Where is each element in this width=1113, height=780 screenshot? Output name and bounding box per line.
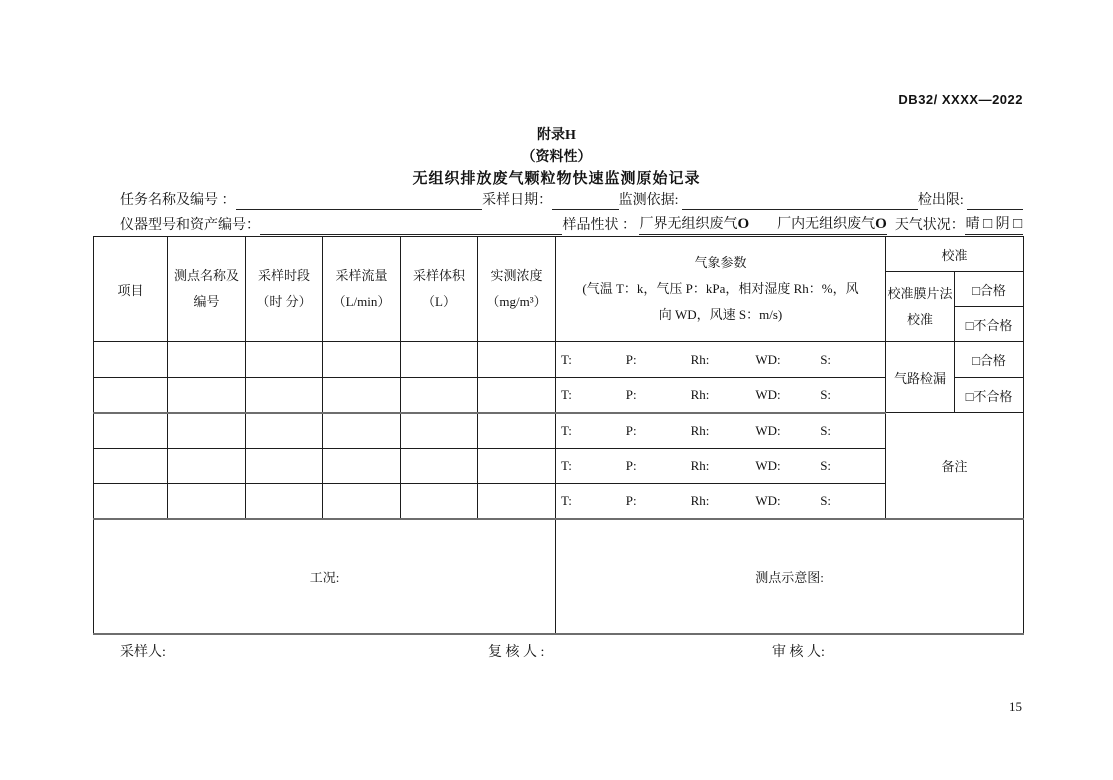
weather-field [965, 215, 1023, 235]
data-cell[interactable] [401, 449, 478, 484]
met-t-label: T: [561, 458, 572, 473]
monitoring-basis-label: 监测依据: [618, 193, 682, 208]
weather-sunny-label: 晴 [965, 217, 984, 232]
met-params-title: 气象参数 [694, 255, 747, 270]
sample-state-label: 样品性状 ： [562, 218, 640, 233]
form-line-1 [120, 190, 1023, 210]
data-cell[interactable] [168, 484, 246, 519]
met-s-label: S: [820, 492, 832, 508]
header-point [168, 237, 246, 342]
header-item: 项目 [94, 237, 168, 342]
boundary-gas-option-label: 厂界无组织废气 [639, 217, 738, 232]
data-cell[interactable] [401, 378, 478, 413]
met-params-cell[interactable] [556, 342, 886, 378]
data-cell[interactable] [478, 413, 556, 449]
header-point-line1: 测点名称及 [173, 268, 239, 283]
data-cell[interactable] [94, 449, 168, 484]
header-point-line2: 编号 [193, 294, 220, 309]
options-spacer [749, 217, 777, 232]
data-cell[interactable] [478, 484, 556, 519]
met-params-cell[interactable] [556, 484, 886, 519]
appendix-title: 附录H [537, 128, 576, 143]
data-cell[interactable] [94, 378, 168, 413]
instrument-label: 仪器型号和资产编号： [120, 218, 260, 233]
met-wd-label: WD: [755, 386, 781, 402]
membrane-fail-checkbox[interactable]: □不合格 [955, 307, 1024, 342]
monitoring-basis-field[interactable] [682, 206, 918, 210]
header-time [246, 237, 323, 342]
met-t-label: T: [561, 422, 572, 438]
data-cell[interactable] [168, 413, 246, 449]
remark-label: 备注 [941, 458, 968, 474]
met-rh-label: Rh: [690, 458, 710, 473]
met-wd-label: WD: [755, 458, 781, 473]
data-cell[interactable] [323, 342, 401, 378]
weather-cloudy-label: 阴 [992, 217, 1014, 232]
met-rh-label: Rh: [690, 422, 710, 438]
met-params-cell[interactable] [556, 378, 886, 413]
weather-sunny-checkbox[interactable]: □ [983, 216, 993, 232]
task-name-field[interactable] [236, 206, 483, 210]
met-params-subtitle-line1: (气温 T：k，气压 P：kPa，相对湿度 Rh：%，风 [582, 281, 859, 296]
task-name-label: 任务名称及编号 ： [120, 193, 236, 208]
data-cell[interactable] [401, 413, 478, 449]
auditor-signature-label: 审 核 人: [772, 645, 825, 660]
inside-gas-radio-mark[interactable]: O [875, 216, 887, 232]
header-flow [323, 237, 401, 342]
data-cell[interactable] [323, 484, 401, 519]
met-s-label: S: [820, 351, 832, 367]
data-cell[interactable] [246, 378, 323, 413]
met-wd-label: WD: [755, 422, 781, 438]
instrument-field[interactable] [260, 231, 562, 235]
met-rh-label: Rh: [690, 492, 710, 508]
header-flow-line2: （L/min） [332, 294, 391, 309]
header-volume-line1: 采样体积 [412, 268, 465, 283]
met-p-label: P: [625, 422, 637, 438]
sampler-signature-label: 采样人: [120, 645, 166, 660]
appendix-classification: （资料性） [521, 150, 592, 165]
leak-fail-checkbox[interactable]: □不合格 [955, 378, 1024, 413]
met-params-cell[interactable] [556, 413, 886, 449]
data-cell[interactable] [246, 413, 323, 449]
header-volume-line2: （L） [422, 294, 456, 309]
data-cell[interactable] [246, 449, 323, 484]
met-wd-label: WD: [755, 351, 781, 367]
detection-limit-field[interactable] [967, 206, 1023, 210]
data-cell[interactable] [323, 378, 401, 413]
header-concentration-line2: （mg/m³） [486, 294, 547, 309]
data-cell[interactable] [168, 378, 246, 413]
weather-label: 天气状况： [894, 218, 965, 233]
data-cell[interactable] [401, 484, 478, 519]
membrane-label-line1: 校准膜片法 [887, 285, 953, 301]
membrane-pass-checkbox[interactable]: □合格 [955, 272, 1024, 307]
met-s-label: S: [820, 386, 832, 402]
header-calibration: 校准 [886, 237, 1024, 272]
form-line-2 [120, 215, 1023, 235]
leak-check-label: 气路检漏 [886, 342, 955, 413]
working-condition-cell[interactable] [94, 519, 556, 634]
data-cell[interactable] [478, 378, 556, 413]
header-time-line2: （时 分） [256, 294, 312, 309]
detection-limit-label: 检出限: [917, 193, 968, 208]
data-cell[interactable] [94, 413, 168, 449]
met-t-label: T: [561, 492, 572, 508]
met-p-label: P: [625, 458, 637, 473]
sampling-date-field[interactable] [552, 206, 618, 210]
met-p-label: P: [625, 492, 637, 508]
sample-state-options [639, 215, 886, 235]
remark-cell[interactable] [886, 413, 1024, 519]
inside-gas-option-label: 厂内无组织废气 [777, 217, 876, 232]
boundary-gas-radio-mark[interactable]: O [737, 216, 750, 232]
document-title: 无组织排放废气颗粒物快速监测原始记录 [412, 171, 701, 187]
sketch-cell[interactable] [556, 519, 1024, 634]
membrane-label-line2: 校准 [906, 311, 933, 327]
sketch-label: 测点示意图: [755, 569, 824, 585]
header-time-line1: 采样时段 [257, 268, 310, 283]
data-cell[interactable] [401, 342, 478, 378]
data-cell[interactable] [478, 449, 556, 484]
data-cell[interactable] [94, 342, 168, 378]
data-cell[interactable] [478, 342, 556, 378]
met-s-label: S: [820, 422, 832, 438]
met-t-label: T: [561, 386, 572, 402]
met-p-label: P: [625, 351, 637, 367]
met-rh-label: Rh: [690, 351, 710, 367]
record-table [93, 236, 1024, 635]
header-concentration [478, 237, 556, 342]
header-met-params [556, 237, 886, 342]
met-params-cell[interactable] [556, 449, 886, 484]
sampling-date-label: 采样日期： [482, 193, 553, 208]
data-cell[interactable] [168, 342, 246, 378]
header-flow-line1: 采样流量 [335, 268, 388, 283]
data-cell[interactable] [94, 484, 168, 519]
header-volume [401, 237, 478, 342]
header-concentration-line1: 实测浓度 [490, 268, 543, 283]
met-wd-label: WD: [755, 492, 781, 508]
calibration-membrane-label [886, 272, 955, 342]
standard-code: DB32/ XXXX—2022 [898, 92, 1023, 107]
page-number: 15 [1009, 699, 1022, 714]
data-cell[interactable] [168, 449, 246, 484]
weather-cloudy-checkbox[interactable]: □ [1013, 216, 1023, 232]
met-s-label: S: [820, 458, 832, 473]
data-cell[interactable] [246, 484, 323, 519]
met-rh-label: Rh: [690, 386, 710, 402]
met-p-label: P: [625, 386, 637, 402]
data-cell[interactable] [323, 413, 401, 449]
met-t-label: T: [561, 351, 572, 367]
working-condition-label: 工况: [309, 569, 340, 585]
data-cell[interactable] [246, 342, 323, 378]
leak-pass-checkbox[interactable]: □合格 [955, 342, 1024, 378]
met-params-subtitle-line2: 向 WD，风速 S：m/s) [658, 307, 783, 322]
data-cell[interactable] [323, 449, 401, 484]
reviewer-signature-label: 复 核 人 : [488, 645, 545, 660]
